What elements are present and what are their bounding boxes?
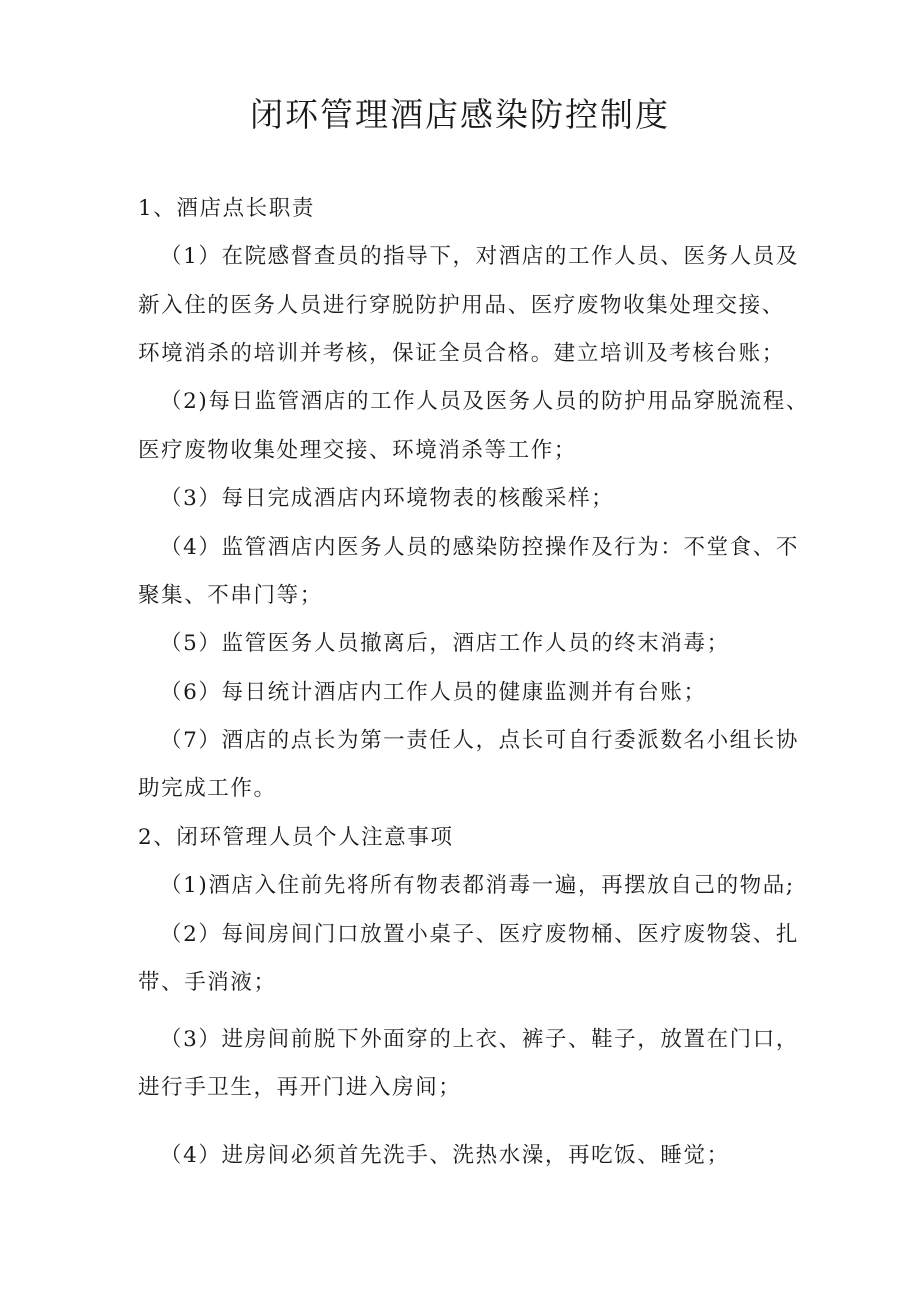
section-1-item-7-line-2: 助完成工作。 <box>138 776 277 801</box>
section-2-heading: 2、闭环管理人员个人注意事项 <box>138 825 454 850</box>
document-title: 闭环管理酒店感染防控制度 <box>250 95 670 134</box>
section-1-item-6-line-1: （6）每日统计酒店内工作人员的健康监测并有台账； <box>160 680 707 705</box>
section-2-item-3-line-2: 进行手卫生，再开门进入房间； <box>138 1075 462 1100</box>
section-1-item-3-line-1: （3）每日完成酒店内环境物表的核酸采样； <box>160 486 615 511</box>
section-1-heading: 1、酒店点长职责 <box>138 196 315 221</box>
section-1-item-4-line-1: （4）监管酒店内医务人员的感染防控操作及行为：不堂食、不 <box>160 535 799 560</box>
section-1-item-2-line-1: （2)每日监管酒店的工作人员及医务人员的防护用品穿脱流程、 <box>160 389 809 414</box>
section-1-item-2-line-2: 医疗废物收集处理交接、环境消杀等工作； <box>138 438 577 463</box>
section-1-item-4-line-2: 聚集、不串门等； <box>138 583 323 608</box>
section-2-item-3-line-1: （3）进房间前脱下外面穿的上衣、裤子、鞋子，放置在门口， <box>160 1027 799 1052</box>
section-1-item-1-line-1: （1）在院感督查员的指导下，对酒店的工作人员、医务人员及 <box>160 244 799 269</box>
section-2-item-4-line-1: （4）进房间必须首先洗手、洗热水澡，再吃饭、睡觉； <box>160 1143 730 1168</box>
section-1-item-5-line-1: （5）监管医务人员撤离后，酒店工作人员的终末消毒； <box>160 631 730 656</box>
section-2-item-2-line-1: （2）每间房间门口放置小桌子、医疗废物桶、医疗废物袋、扎 <box>160 922 799 947</box>
section-1-item-7-line-1: （7）酒店的点长为第一责任人，点长可自行委派数名小组长协 <box>160 728 799 753</box>
section-2-item-2-line-2: 带、手消液； <box>138 970 277 995</box>
section-1-item-1-line-3: 环境消杀的培训并考核，保证全员合格。建立培训及考核台账； <box>138 341 785 366</box>
section-2-item-1-line-1: （1)酒店入住前先将所有物表都消毒一遍，再摆放自己的物品; <box>160 873 795 898</box>
section-1-item-1-line-2: 新入住的医务人员进行穿脱防护用品、医疗废物收集处理交接、 <box>138 293 785 318</box>
